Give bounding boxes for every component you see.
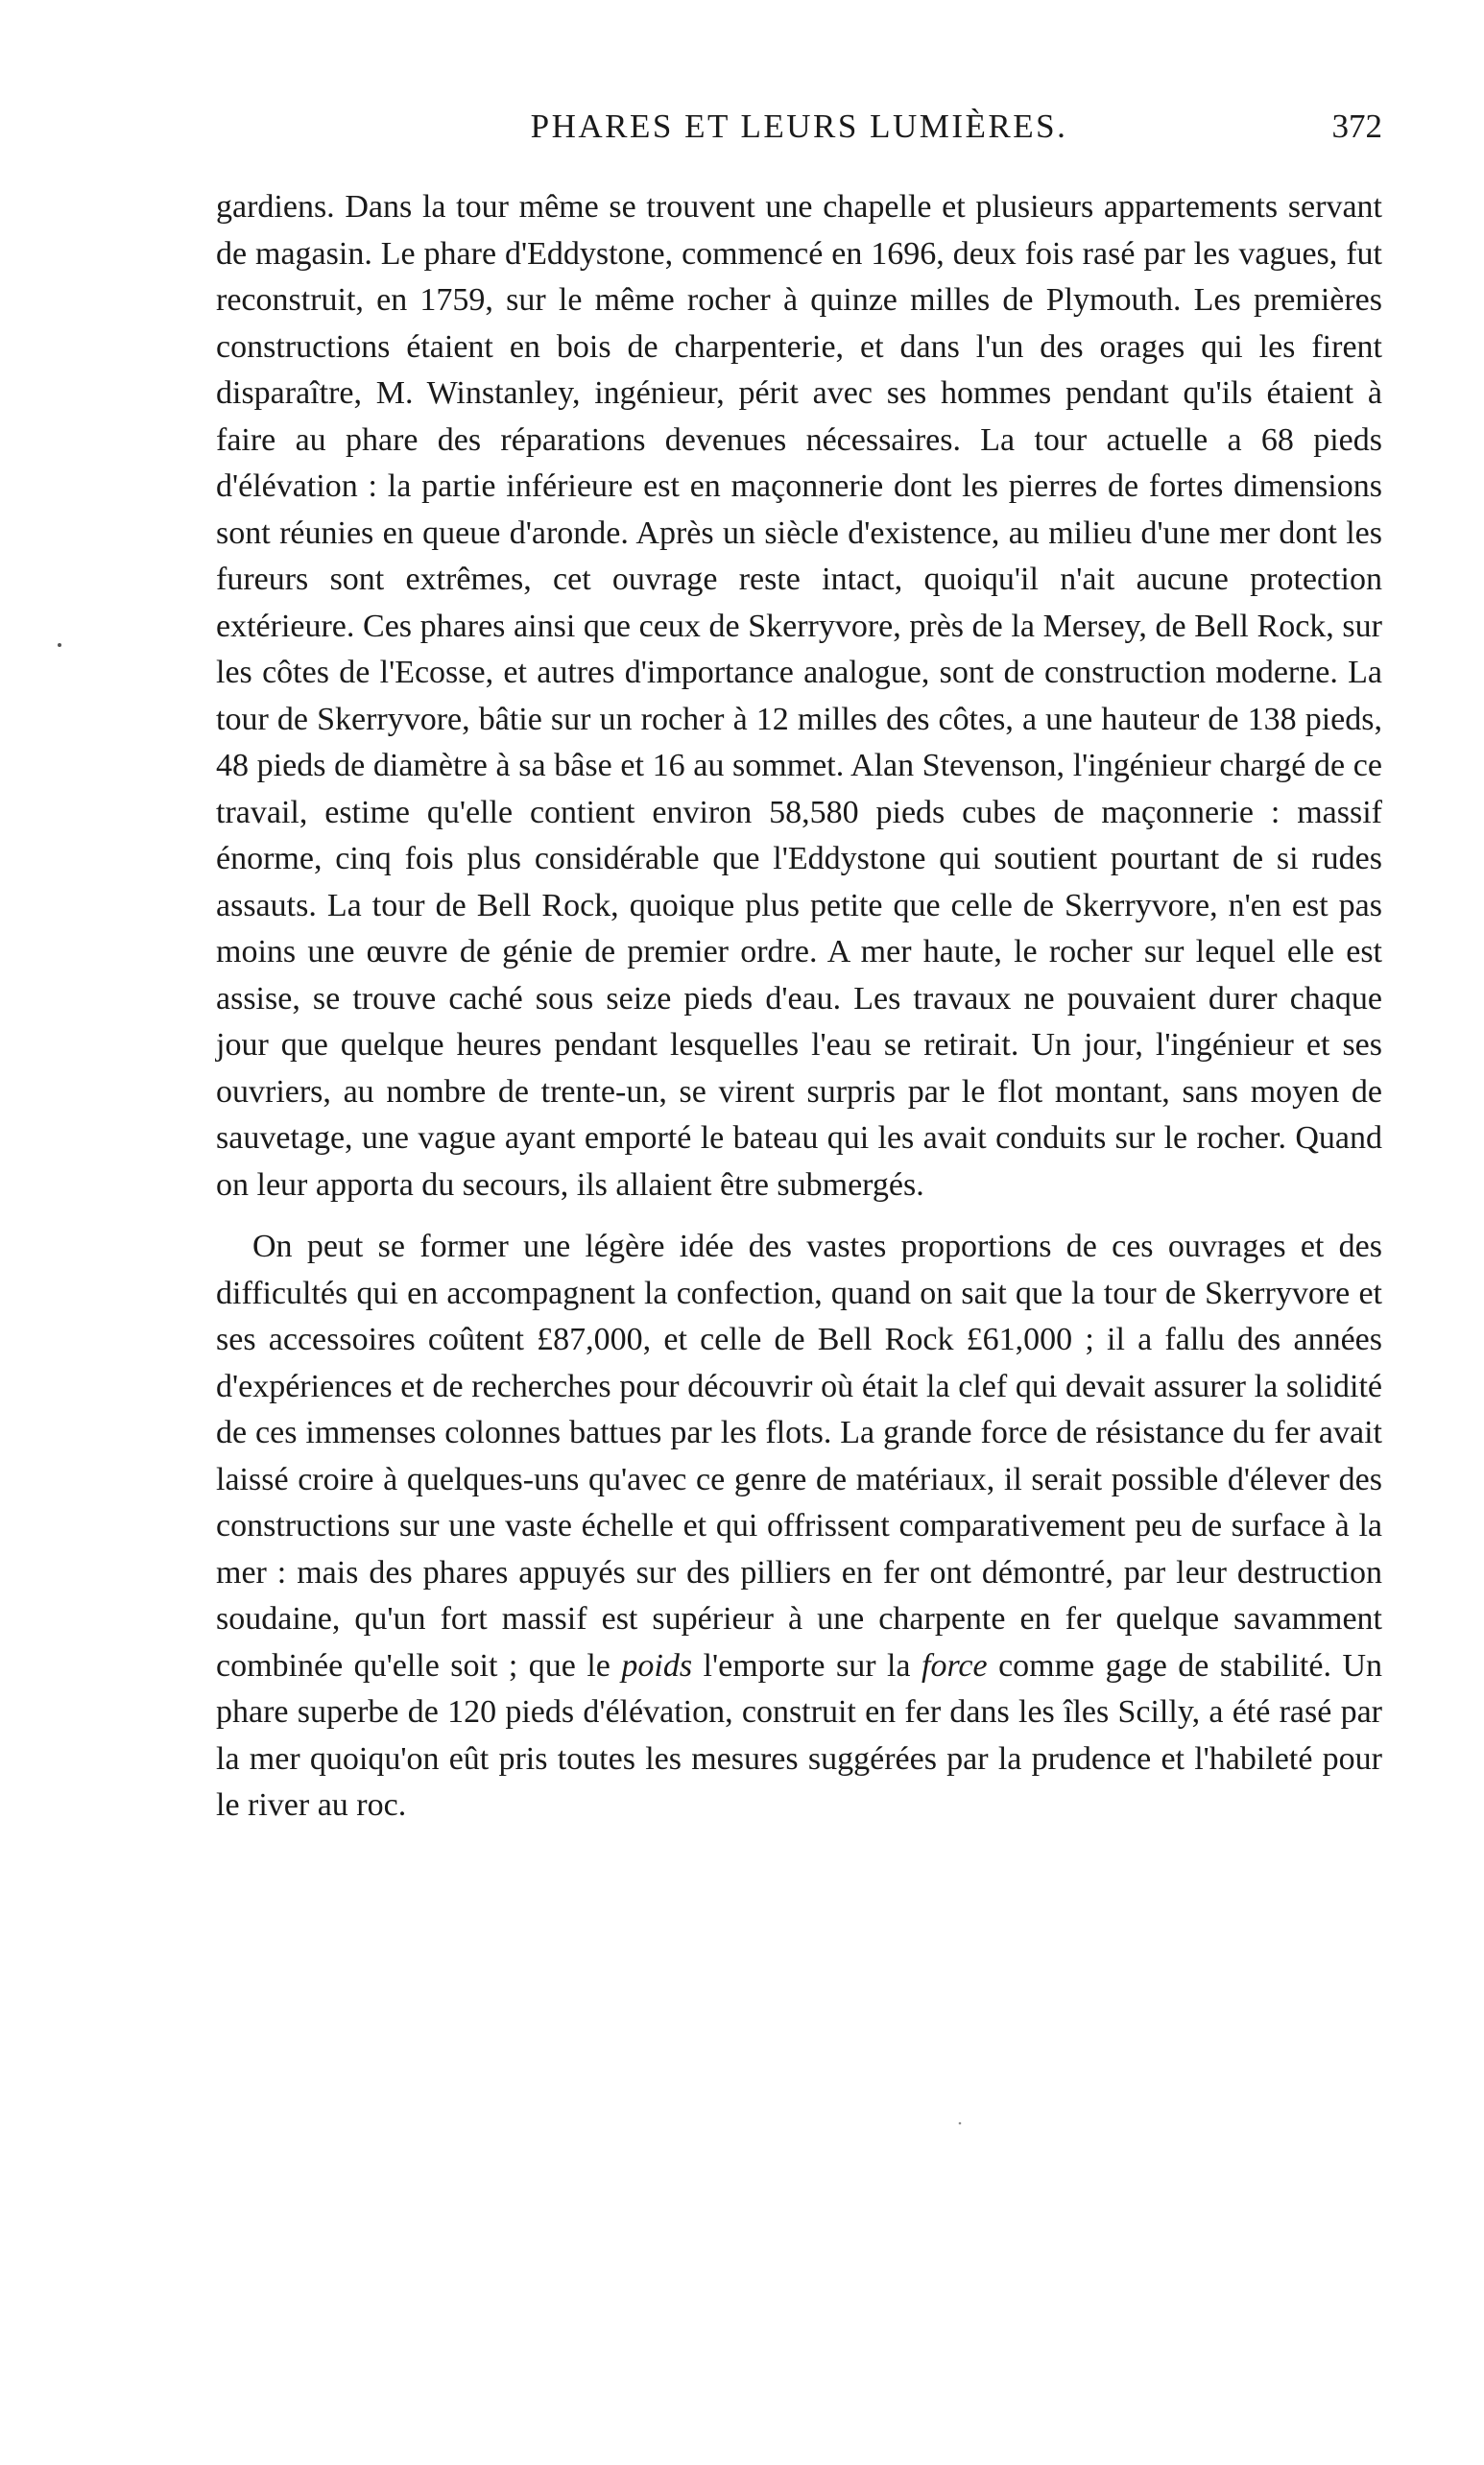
italic-word-force: force bbox=[922, 1647, 988, 1684]
paragraph-1: gardiens. Dans la tour même se trouvent une chapelle et plusieurs appartements servant de magasin. Le phare d'Eddystone, commencé en 1696, deux fois rasé par les vagues, fut reconstruit, en 1759, sur le même rocher à quinze milles de Plymouth. Les premières constructions étaient en bois de charpenterie, et dans l'un des orages qui les firent disparaître, M. Winstanley, ingénieur, périt avec ses hommes pendant qu'ils étaient à faire au phare des réparations devenues nécessaires. La tour actuelle a 68 pieds d'élévation : la partie inférieure est en maçonnerie dont les pierres de fortes dimensions sont réunies en queue d'aronde. Après un siècle d'existence, au milieu d'une mer dont les fureurs sont extrêmes, cet ouvrage reste intact, quoiqu'il n'ait aucune protection extérieure. Ces phares ainsi que ceux de Skerryvore, près de la Mersey, de Bell Rock, sur les côtes de l'Ecosse, et autres d'importance analogue, sont de construction moderne. La tour de Skerryvore, bâtie sur un rocher à 12 milles des côtes, a une hauteur de 138 pieds, 48 pieds de diamètre à sa bâse et 16 au sommet. Alan Stevenson, l'ingénieur chargé de ce travail, estime qu'elle contient environ 58,580 pieds cubes de maçonnerie : massif énorme, cinq fois plus considérable que l'Eddystone qui soutient pourtant de si rudes assauts. La tour de Bell Rock, quoique plus petite que celle de Skerryvore, n'en est pas moins une œuvre de génie de premier ordre. A mer haute, le rocher sur lequel elle est assise, se trouve caché sous seize pieds d'eau. Les travaux ne pouvaient durer chaque jour que quelque heures pendant lesquelles l'eau se retirait. Un jour, l'ingénieur et ses ouvriers, au nombre de trente-un, se virent surpris par le flot montant, sans moyen de sauvetage, une vague ayant emporté le bateau qui les avait conduits sur le rocher. Quand on leur apporta du secours, ils allaient être submergés. bbox=[216, 189, 1382, 1203]
paragraph-2-text-middle: l'emporte sur la bbox=[692, 1647, 922, 1684]
paragraph-2-text-end: comme gage de stabilité. Un phare superbe de 120 pieds d'élévation, construit en fer dans les îles Scilly, a été rasé par la mer quoiqu'on eût pris toutes les mesures suggérées par la prudence et l'habileté pour le river au roc. bbox=[216, 1647, 1382, 1823]
running-header bbox=[216, 108, 1382, 165]
page-number: 372 bbox=[1331, 108, 1382, 145]
italic-word-poids: poids bbox=[621, 1647, 693, 1684]
speck-bottom bbox=[959, 2122, 962, 2125]
body-text bbox=[216, 184, 1382, 1830]
speck-left-margin bbox=[58, 643, 61, 647]
paragraph-2 bbox=[216, 1224, 1382, 1830]
paragraph-2-text-start: On peut se former une légère idée des vastes proportions de ces ouvrages et des difficultés qui en accompagnent la confection, quand on sait que la tour de Skerryvore et ses accessoires coûtent £87,000, et celle de Bell Rock £61,000 ; il a fallu des années d'expériences et de recherches pour découvrir où était la clef qui devait assurer la solidité de ces immenses colonnes battues par les flots. La grande force de résistance du fer avait laissé croire à quelques-uns qu'avec ce genre de matériaux, il serait possible d'élever des constructions sur une vaste échelle et qui offrissent comparativement peu de surface à la mer : mais des phares appuyés sur des pilliers en fer ont démontré, par leur destruction soudaine, qu'un fort massif est supérieur à une charpente en fer quelque savamment combinée qu'elle soit ; que le bbox=[216, 1229, 1382, 1684]
running-title: PHARES ET LEURS LUMIÈRES. bbox=[530, 108, 1068, 145]
